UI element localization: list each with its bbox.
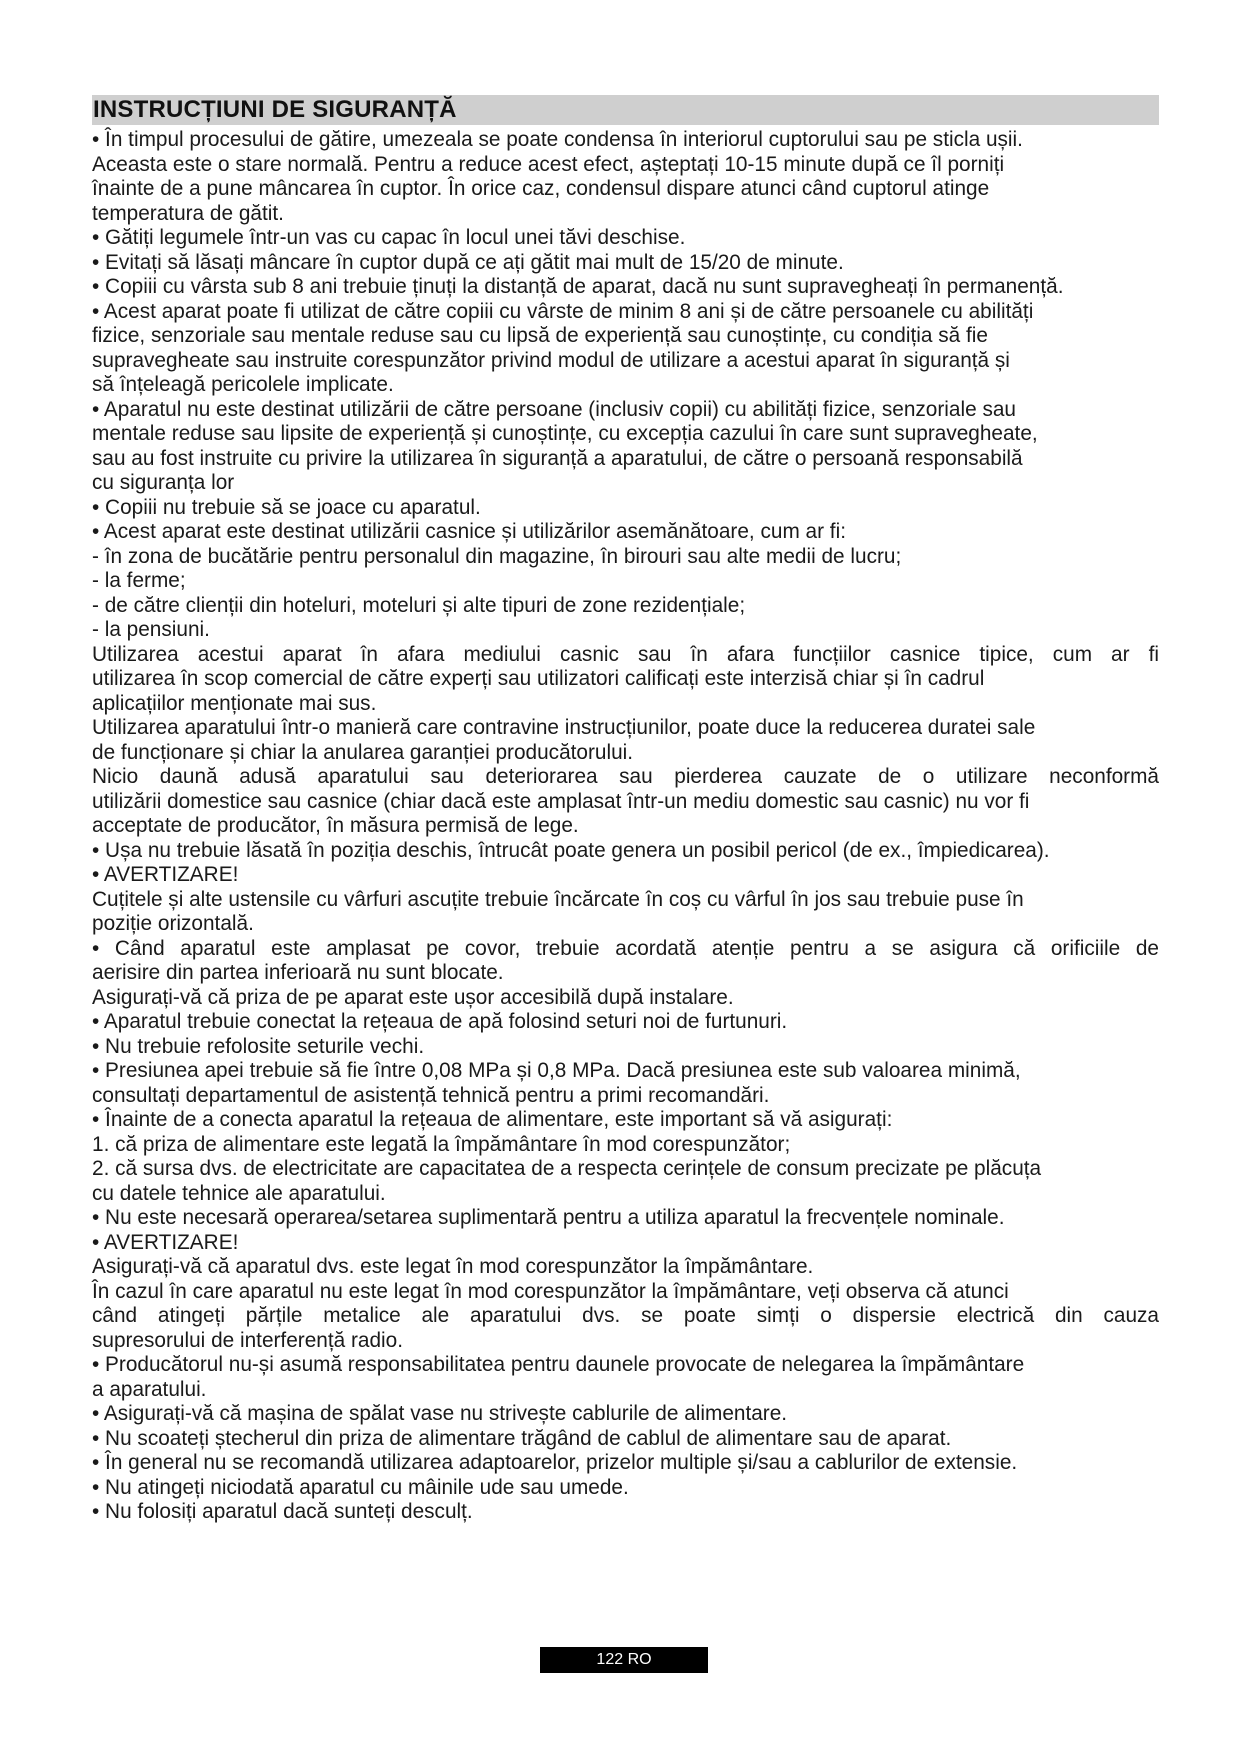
text-line: • Evitați să lăsați mâncare în cuptor după ce ați gătit mai mult de 15/20 de minute. [92,250,844,274]
text-line: • Presiunea apei trebuie să fie între 0,08 MPa și 0,8 MPa. Dacă presiunea este sub valoarea minimă, [92,1059,1021,1082]
text-line: poziție orizontală. [92,912,254,935]
text-line: - la ferme; [92,569,186,592]
text-line: 2. că sursa dvs. de electricitate are capacitatea de a respecta cerințele de consum precizate pe plăcuța [92,1157,1042,1180]
text-line: Asigurați-vă că priza de pe aparat este ușor accesibilă după instalare. [92,985,734,1009]
text-line: supravegheate sau instruite corespunzător privind modul de utilizare a acestui aparat în siguranță și [92,348,1010,372]
page-number: 122 RO [540,1647,708,1673]
text-line: cu siguranța lor [92,471,235,494]
text-line: • Nu atingeți niciodată aparatul cu mâinile ude sau umede. [92,1475,629,1499]
text-line: când atingeți părțile metalice ale aparatului dvs. se poate simți o dispersie electrică din cauza [92,1304,1159,1327]
text-line: mentale reduse sau lipsite de experiență și cunoștințe, cu excepția cazului în care sunt supravegheate, [92,422,1038,445]
section-heading-bar [92,95,1159,125]
text-line: • Nu scoateți ștecherul din priza de alimentare trăgând de cablul de alimentare sau de aparat. [92,1426,952,1450]
text-line: aerisire din partea inferioară nu sunt blocate. [92,961,504,984]
text-line: să înțeleagă pericolele implicate. [92,373,394,396]
text-line: • În general nu se recomandă utilizarea adaptoarelor, prizelor multiple și/sau a cablurilor de extensie. [92,1451,1018,1474]
text-line: Cuțitele și alte ustensile cu vârfuri ascuțite trebuie încărcate în coș cu vârful în jos sau trebuie puse în [92,887,1024,911]
text-line: • AVERTIZARE! [92,863,239,886]
text-line: 1. că priza de alimentare este legată la împământare în mod corespunzător; [92,1132,791,1156]
text-line: aplicațiilor menționate mai sus. [92,691,377,715]
text-line: a aparatului. [92,1377,207,1401]
text-line: • Copiii cu vârsta sub 8 ani trebuie ținuți la distanță de aparat, dacă nu sunt supravegheați în permanență. [92,275,1064,298]
text-line: • Acest aparat poate fi utilizat de către copiii cu vârste de minim 8 ani și de către persoanele cu abilități [92,299,1034,323]
text-line: • Copiii nu trebuie să se joace cu aparatul. [92,495,481,519]
document-page [92,95,1172,1525]
text-line: • Aparatul trebuie conectat la rețeaua de apă folosind seturi noi de furtunuri. [92,1010,788,1033]
text-line: • Aparatul nu este destinat utilizării de către persoane (inclusiv copii) cu abilități fizice, senzoriale sau [92,397,1016,421]
section-heading: INSTRUCȚIUNI DE SIGURANȚĂ [93,96,457,123]
text-line: • Nu trebuie refolosite seturile vechi. [92,1034,425,1058]
instructions-body [92,128,1172,1525]
text-line: • Când aparatul este amplasat pe covor, trebuie acordată atenție pentru a se asigura că orificiile de [92,936,1159,960]
text-line: Asigurați-vă că aparatul dvs. este legat în mod corespunzător la împământare. [92,1255,814,1278]
text-line: Nicio daună adusă aparatului sau deteriorarea sau pierderea cauzate de o utilizare neconformă [92,765,1159,788]
text-line: Utilizarea aparatului într-o manieră care contravine instrucțiunilor, poate duce la reducerea duratei sale [92,716,1036,739]
text-line: • AVERTIZARE! [92,1230,239,1254]
text-line: înainte de a pune mâncarea în cuptor. În orice caz, condensul dispare atunci când cuptorul atinge [92,177,990,200]
text-line: supresorului de interferență radio. [92,1328,403,1352]
text-line: • În timpul procesului de gătire, umezeala se poate condensa în interiorul cuptorului sau pe sticla ușii. [92,128,1023,151]
text-line: utilizării domestice sau casnice (chiar dacă este amplasat într-un mediu domestic sau casnic) nu vor fi [92,789,1030,813]
text-line: • Gătiți legumele într-un vas cu capac în locul unei tăvi deschise. [92,226,686,249]
text-line: consultați departamentul de asistență tehnică pentru a primi recomandări. [92,1083,770,1107]
text-line: • Producătorul nu-și asumă responsabilitatea pentru daunele provocate de nelegarea la împământare [92,1353,1025,1376]
text-line: fizice, senzoriale sau mentale reduse sau cu lipsă de experiență sau cunoștințe, cu condiția să fie [92,324,988,347]
text-line: • Asigurați-vă că mașina de spălat vase nu strivește cablurile de alimentare. [92,1402,788,1425]
text-line: • Nu folosiți aparatul dacă sunteți desculț. [92,1500,473,1523]
text-line: temperatura de gătit. [92,201,284,225]
text-line: • Nu este necesară operarea/setarea suplimentară pentru a utiliza aparatul la frecvențele nominale. [92,1206,1005,1229]
text-line: - de către clienții din hoteluri, moteluri și alte tipuri de zone rezidențiale; [92,593,746,617]
text-line: - în zona de bucătărie pentru personalul din magazine, în birouri sau alte medii de lucru; [92,544,902,568]
text-line: • Înainte de a conecta aparatul la rețeaua de alimentare, este important să vă asigurați: [92,1108,893,1131]
text-line: Utilizarea acestui aparat în afara mediului casnic sau în afara funcțiilor casnice tipice, cum ar fi [92,642,1159,666]
text-line: cu datele tehnice ale aparatului. [92,1181,386,1205]
text-line: acceptate de producător, în măsura permisă de lege. [92,814,579,837]
text-line: sau au fost instruite cu privire la utilizarea în siguranță a aparatului, de către o persoană responsabilă [92,446,1023,470]
text-line: În cazul în care aparatul nu este legat în mod corespunzător la împământare, veți observa că atunci [92,1279,1009,1303]
text-line: utilizarea în scop comercial de către experți sau utilizatori calificați este interzisă chiar și în cadrul [92,667,985,690]
text-line: • Ușa nu trebuie lăsată în poziția deschis, întrucât poate genera un posibil pericol (de ex., împiedicarea). [92,838,1050,862]
text-line: Aceasta este o stare normală. Pentru a reduce acest efect, așteptați 10-15 minute după ce îl porniți [92,152,1005,176]
text-line: • Acest aparat este destinat utilizării casnice și utilizărilor asemănătoare, cum ar fi: [92,520,846,543]
text-line: de funcționare și chiar la anularea garanției producătorului. [92,740,634,764]
text-line: - la pensiuni. [92,618,210,641]
